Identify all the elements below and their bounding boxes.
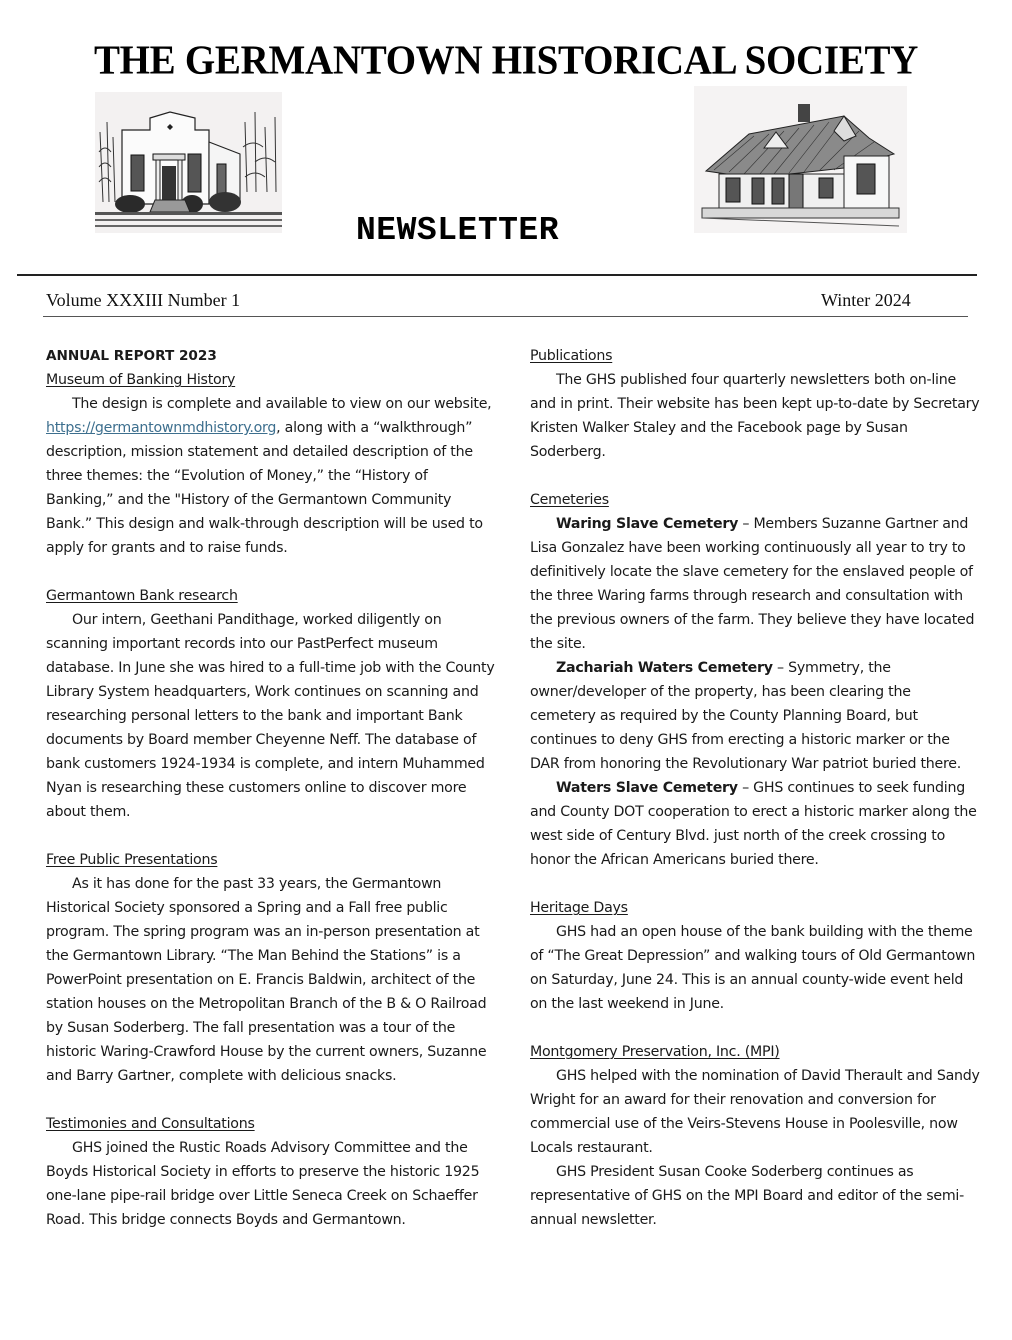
cemetery-name: Zachariah Waters Cemetery xyxy=(556,660,773,676)
section-heading: Montgomery Preservation, Inc. (MPI) xyxy=(530,1044,780,1060)
spacer xyxy=(46,1088,496,1112)
section-heading: Germantown Bank research xyxy=(46,588,238,604)
section-heading: Free Public Presentations xyxy=(46,852,218,868)
cemetery-paragraph xyxy=(530,656,980,776)
masthead-title: THE GERMANTOWN HISTORICAL SOCIETY xyxy=(93,37,919,84)
section-paragraph: GHS had an open house of the bank building with the theme of “The Great Depression” and walking tours of Old Germantown on Saturday, June 24. This is an annual county-wide event held on the last weekend in June. xyxy=(530,924,976,1012)
section-museum-of-banking xyxy=(46,368,496,560)
section-free-presentations xyxy=(46,848,496,1088)
spacer xyxy=(530,464,980,488)
paragraph-text: – Members Suzanne Gartner and Lisa Gonzalez have been working continuously all year to try to definitively locate the slave cemetery for the enslaved people of the three Waring farms through research and consultation with the previous owners of the farm. They believe they have located the site. xyxy=(530,516,975,652)
section-paragraph: As it has done for the past 33 years, the Germantown Historical Society sponsored a Spring and a Fall free public program. The spring program was an in-person presentation at the Germantown Library. “The Man Behind the Stations” is a PowerPoint presentation on E. Francis Baldwin, architect of the station houses on the Metropolitan Branch of the B & O Railroad by Susan Soderberg. The fall presentation was a tour of the historic Waring-Crawford House by the current owners, Suzanne and Barry Gartner, complete with delicious snacks. xyxy=(46,876,487,1084)
issue-rule xyxy=(43,316,968,317)
section-paragraph: Our intern, Geethani Pandithage, worked diligently on scanning important records into our PastPerfect museum database. In June she was hired to a full-time job with the County Library System headquarters, Work continues on scanning and researching personal letters to the bank and important Bank documents by Board member Cheyenne Neff. The database of bank customers 1924-1934 is complete, and intern Muhammed Nyan is researching these customers online to discover more about them. xyxy=(46,612,495,820)
section-heading: Testimonies and Consultations xyxy=(46,1116,255,1132)
paragraph-text: – Symmetry, the owner/developer of the property, has been clearing the cemetery as required by the County Planning Board, but continues to deny GHS from erecting a historic marker or the DAR from honoring the Revolutionary War patriot buried there. xyxy=(530,660,962,772)
bank-building-sketch xyxy=(95,92,282,233)
paragraph-text: – GHS continues to seek funding and County DOT cooperation to erect a historic marker along the west side of Century Blvd. just north of the creek crossing to honor the African Americans buried there. xyxy=(530,780,977,868)
cemetery-paragraph xyxy=(530,512,980,656)
issue-season: Winter 2024 xyxy=(821,290,911,310)
section-heading: Publications xyxy=(530,348,613,364)
cemetery-paragraph xyxy=(530,776,980,872)
section-bank-research xyxy=(46,584,496,824)
website-link[interactable]: https://germantownmdhistory.org xyxy=(46,420,277,436)
right-column xyxy=(530,344,980,1232)
section-paragraph: GHS helped with the nomination of David Therault and Sandy Wright for an award for their renovation and conversion for commercial use of the Veirs-Stevens House in Poolesville, now Locals restaurant. xyxy=(530,1068,980,1156)
paragraph-text: The design is complete and available to view on our website, xyxy=(72,396,492,412)
masthead-rule xyxy=(17,274,977,276)
volume-number: Volume XXXIII Number 1 xyxy=(46,290,241,310)
section-mpi xyxy=(530,1040,980,1232)
section-paragraph: GHS joined the Rustic Roads Advisory Committee and the Boyds Historical Society in efforts to preserve the historic 1925 one-lane pipe-rail bridge over Little Seneca Creek on Schaeffer Road. This bridge connects Boyds and Germantown. xyxy=(46,1140,480,1228)
section-testimonies xyxy=(46,1112,496,1232)
section-paragraph xyxy=(46,392,496,560)
cemetery-name: Waring Slave Cemetery xyxy=(556,516,739,532)
section-paragraph: The GHS published four quarterly newsletters both on-line and in print. Their website has been kept up-to-date by Secretary Kristen Walker Staley and the Facebook page by Susan Soderberg. xyxy=(530,372,980,460)
section-cemeteries xyxy=(530,488,980,872)
left-column xyxy=(46,344,496,1232)
report-title: ANNUAL REPORT 2023 xyxy=(46,348,217,364)
spacer xyxy=(46,824,496,848)
spacer xyxy=(530,872,980,896)
cemetery-name: Waters Slave Cemetery xyxy=(556,780,738,796)
spacer xyxy=(530,1016,980,1040)
section-heading: Heritage Days xyxy=(530,900,628,916)
spacer xyxy=(46,560,496,584)
paragraph-text: , along with a “walkthrough” description, mission statement and detailed description of the three themes: the “Evolution of Money,” the “History of Banking,” and the "History of the Germantown Community Bank.” This design and walk-through description will be used to apply for grants and to raise funds. xyxy=(46,420,483,556)
section-heading: Cemeteries xyxy=(530,492,609,508)
section-heritage-days xyxy=(530,896,980,1016)
newsletter-title: NEWSLETTER xyxy=(356,212,560,249)
section-publications xyxy=(530,344,980,464)
section-paragraph: GHS President Susan Cooke Soderberg continues as representative of GHS on the MPI Board and editor of the semi-annual newsletter. xyxy=(530,1164,964,1228)
section-heading: Museum of Banking History xyxy=(46,372,236,388)
train-station-sketch xyxy=(694,86,907,233)
